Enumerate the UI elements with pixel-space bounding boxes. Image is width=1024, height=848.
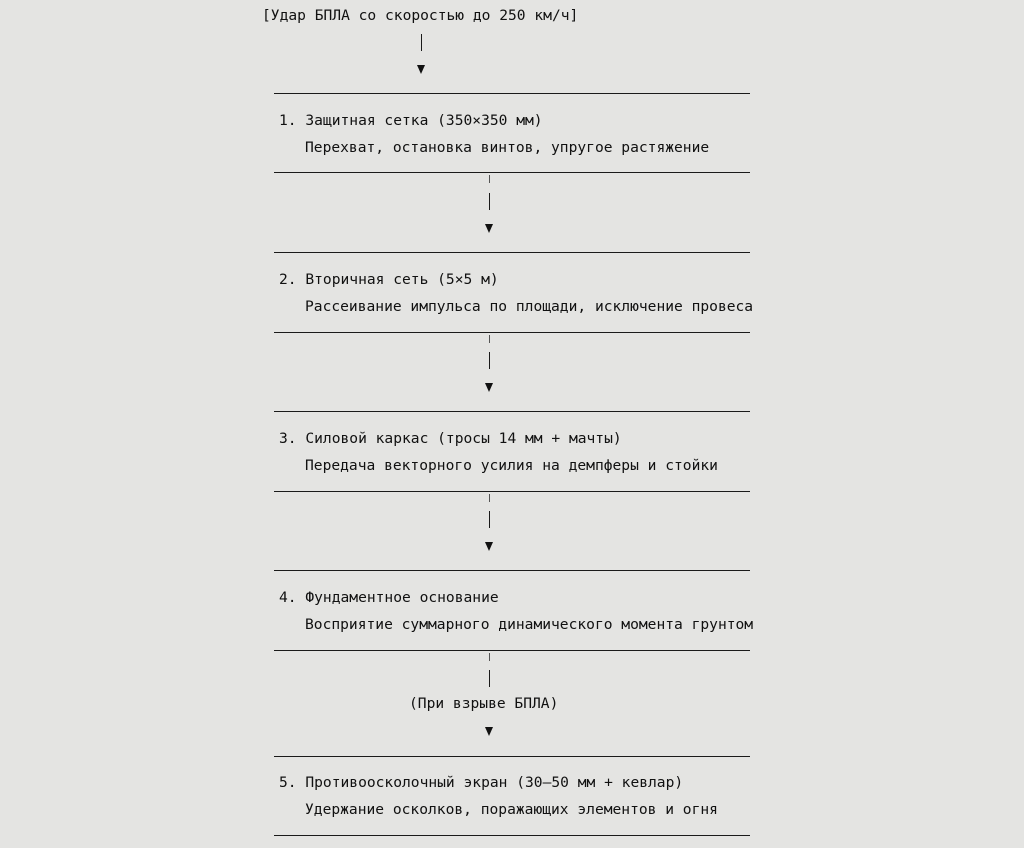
connector-tick [489, 494, 490, 502]
explosion-note: (При взрыве БПЛА) [409, 695, 559, 712]
arrow-down-icon [417, 65, 425, 74]
stage-border-bottom [274, 835, 750, 836]
stage-border-top [274, 93, 750, 94]
stage-title: 2. Вторичная сеть (5×5 м) [279, 271, 499, 288]
stage-border-bottom [274, 332, 750, 333]
stage-title: 5. Противоосколочный экран (30–50 мм + кевлар) [279, 774, 684, 791]
stage-description: Рассеивание импульса по площади, исключение провеса [305, 298, 754, 315]
arrow-down-icon [485, 542, 493, 551]
stage-title: 1. Защитная сетка (350×350 мм) [279, 112, 543, 129]
stage-border-top [274, 570, 750, 571]
connector-tick [489, 335, 490, 343]
connector-line [489, 352, 490, 369]
stage-title: 4. Фундаментное основание [279, 589, 499, 606]
arrow-down-icon [485, 383, 493, 392]
stage-description: Передача векторного усилия на демпферы и стойки [305, 457, 718, 474]
impact-label: [Удар БПЛА со скоростью до 250 км/ч] [262, 7, 579, 24]
connector-line [489, 670, 490, 687]
stage-description: Удержание осколков, поражающих элементов и огня [305, 801, 718, 818]
stage-border-bottom [274, 491, 750, 492]
arrow-down-icon [485, 727, 493, 736]
stage-border-top [274, 756, 750, 757]
stage-border-bottom [274, 172, 750, 173]
connector-line [489, 193, 490, 210]
stage-description: Восприятие суммарного динамического момента грунтом [305, 616, 754, 633]
arrow-down-icon [485, 224, 493, 233]
connector-line [489, 511, 490, 528]
stage-description: Перехват, остановка винтов, упругое растяжение [305, 139, 710, 156]
connector-tick [489, 653, 490, 661]
stage-border-top [274, 411, 750, 412]
stage-border-bottom [274, 650, 750, 651]
connector-tick [489, 175, 490, 183]
stage-border-top [274, 252, 750, 253]
connector-line-top [421, 34, 422, 51]
stage-title: 3. Силовой каркас (тросы 14 мм + мачты) [279, 430, 622, 447]
